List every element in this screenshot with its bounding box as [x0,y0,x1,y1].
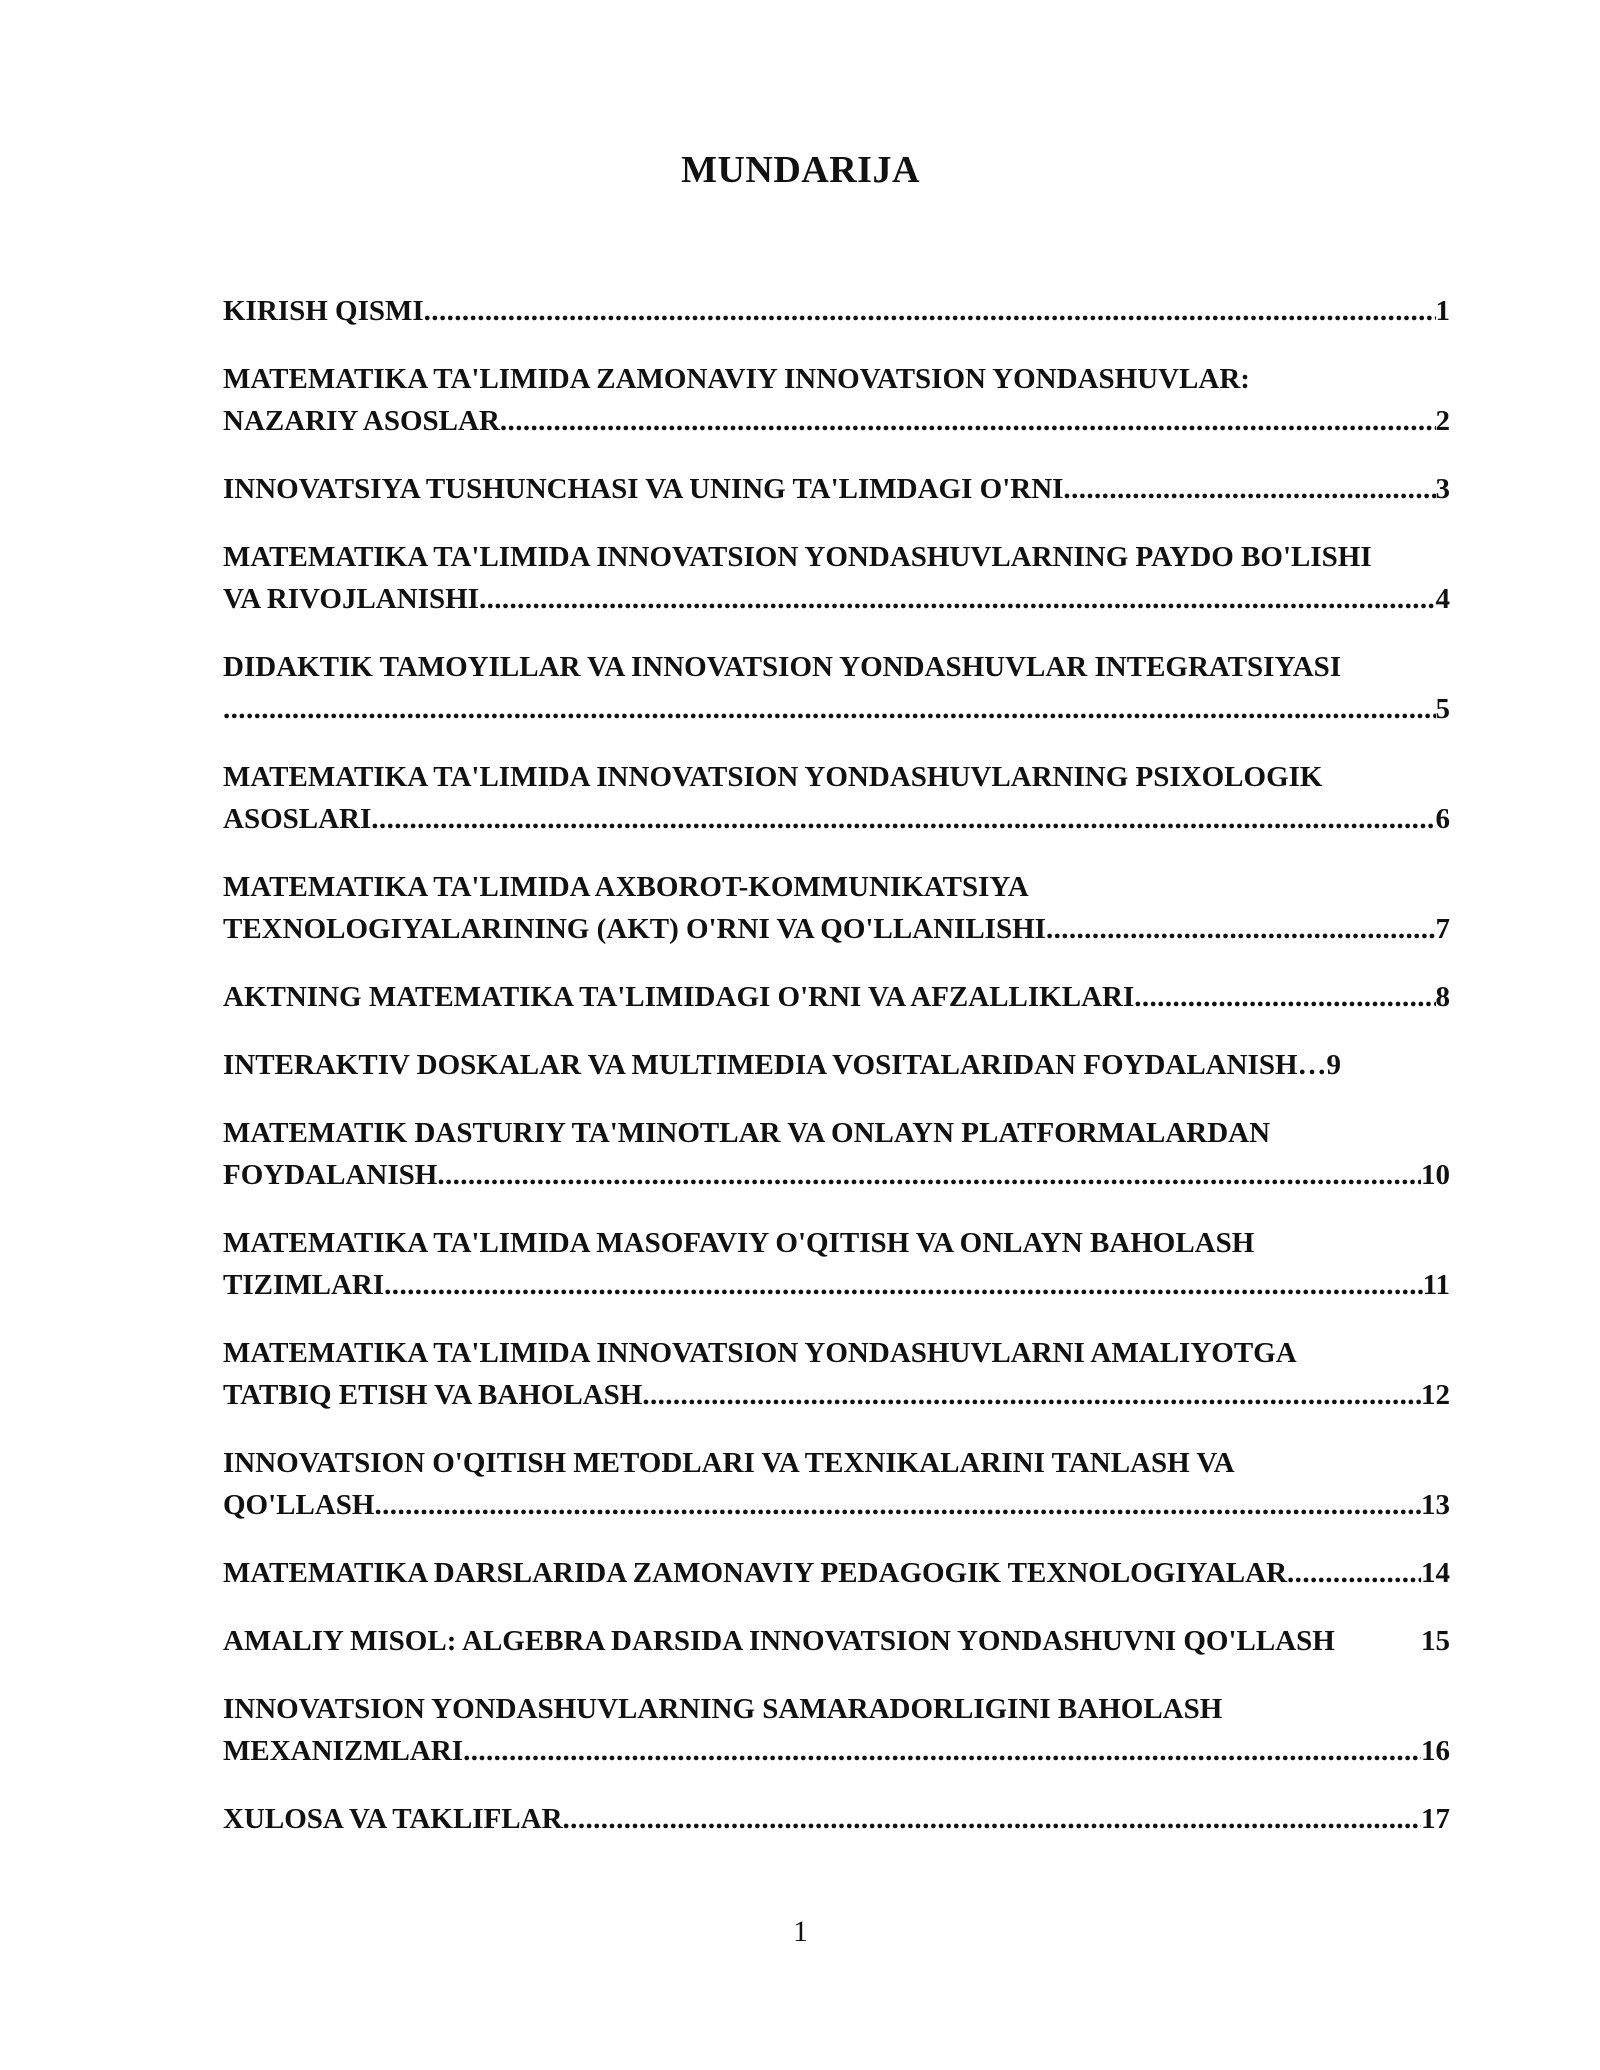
dot-leader [479,578,1436,620]
dot-leader [563,1798,1421,1840]
toc-entry-title: FOYDALANISH [223,1159,438,1191]
toc-entry-title-line: MATEMATIK DASTURIY TA'MINOTLAR VA ONLAYN PLATFORMALARDAN [223,1117,1271,1149]
toc-entry-title: AKTNING MATEMATIKA TA'LIMIDAGI O'RNI VA AFZALLIKLARI [223,981,1135,1013]
toc-entry-title: NAZARIY ASOSLAR [223,405,500,437]
toc-entry-title-line: INNOVATSION O'QITISH METODLARI VA TEXNIKALARINI TANLASH VA [223,1447,1235,1479]
dot-leader [424,290,1436,332]
toc-entry-title-line: MATEMATIKA TA'LIMIDA INNOVATSION YONDASHUVLARNING PSIXOLOGIK [223,761,1323,793]
toc-entry-title: ASOSLARI [223,803,372,835]
dot-leader [642,1374,1421,1416]
toc-entry-page: 15 [1421,1625,1450,1657]
toc-entry[interactable] [223,358,1453,442]
toc-entry[interactable] [223,866,1453,950]
toc-entry-title: TIZIMLARI [223,1269,385,1301]
dot-leader [1134,976,1435,1018]
toc-entry[interactable] [223,1552,1453,1594]
toc-entry-title: TATBIQ ETISH VA BAHOLASH [223,1379,643,1411]
toc-entry-title-line: MATEMATIKA TA'LIMIDA INNOVATSION YONDASHUVLARNING PAYDO BO'LISHI [223,541,1372,573]
page-number: 1 [793,1915,808,1948]
toc-entry-page: 14 [1421,1557,1450,1589]
toc-entry[interactable] [223,468,1453,510]
toc-entry-title: MATEMATIKA DARSLARIDA ZAMONAVIY PEDAGOGIK TEXNOLOGIYALAR [223,1557,1288,1589]
dot-leader [500,400,1436,442]
toc-entry-title: QO'LLASH [223,1489,375,1521]
toc-entry[interactable] [223,1442,1453,1526]
toc-entry[interactable] [223,756,1453,840]
dot-leader [375,1484,1422,1526]
toc-entry[interactable] [223,1798,1453,1840]
toc-entry-page: 5 [1435,693,1450,725]
toc-entry[interactable] [223,1222,1453,1306]
toc-entry-page: 7 [1435,913,1450,945]
toc-entry[interactable] [223,1332,1453,1416]
toc-entry-page: 16 [1421,1735,1450,1767]
dot-leader [384,1264,1422,1306]
toc-entry-title: AMALIY MISOL: ALGEBRA DARSIDA INNOVATSION YONDASHUVNI QO'LLASH [223,1625,1335,1657]
toc-entry-title-line: MATEMATIKA TA'LIMIDA ZAMONAVIY INNOVATSION YONDASHUVLAR: [223,363,1250,395]
toc-entry-title-line: INNOVATSION YONDASHUVLARNING SAMARADORLIGINI BAHOLASH [223,1693,1223,1725]
dot-leader [1298,1044,1327,1086]
toc-entry[interactable] [223,1112,1453,1196]
toc-entry-page: 9 [1326,1049,1342,1081]
toc-entry[interactable] [223,1044,1453,1086]
dot-leader [463,1730,1421,1772]
toc-entry-title-line: MATEMATIKA TA'LIMIDA MASOFAVIY O'QITISH VA ONLAYN BAHOLASH [223,1227,1255,1259]
toc-entry-title: VA RIVOJLANISHI [223,583,479,615]
toc-entry-page: 4 [1435,583,1450,615]
toc-entry-page: 1 [1435,295,1450,327]
toc-entry-page: 3 [1435,473,1450,505]
toc-entry-title-line: MATEMATIKA TA'LIMIDA AXBOROT-KOMMUNIKATSIYA [223,871,1029,903]
toc-entry-title: TEXNOLOGIYALARINING (AKT) O'RNI VA QO'LLANILISHI [223,913,1046,945]
toc-entry-page: 17 [1421,1803,1450,1835]
dot-leader [371,798,1435,840]
toc-entry[interactable] [223,290,1453,332]
table-of-contents [223,290,1453,1866]
toc-entry-page: 13 [1421,1489,1450,1521]
toc-entry-title: INNOVATSIYA TUSHUNCHASI VA UNING TA'LIMDAGI O'RNI [223,473,1064,505]
toc-entry-title-line: DIDAKTIK TAMOYILLAR VA INNOVATSION YONDASHUVLAR INTEGRATSIYASI [223,651,1342,683]
toc-entry-page: 11 [1422,1269,1450,1301]
dot-leader [1063,468,1435,510]
page-title: MUNDARIJA [681,149,920,191]
toc-entry-title-line: MATEMATIKA TA'LIMIDA INNOVATSION YONDASHUVLARNI AMALIYOTGA [223,1337,1297,1369]
toc-entry[interactable] [223,1688,1453,1772]
toc-entry-page: 6 [1435,803,1450,835]
toc-entry-page: 10 [1421,1159,1450,1191]
dot-leader [1046,908,1436,950]
toc-entry[interactable] [223,1620,1453,1662]
dot-leader [437,1154,1421,1196]
toc-entry-title: XULOSA VA TAKLIFLAR [223,1803,563,1835]
toc-entry-page: 8 [1435,981,1450,1013]
dot-leader [1287,1552,1421,1594]
toc-entry-page: 12 [1421,1379,1450,1411]
toc-entry[interactable] [223,646,1453,730]
toc-entry-title: MEXANIZMLARI [223,1735,464,1767]
toc-entry[interactable] [223,536,1453,620]
toc-entry-page: 2 [1435,405,1450,437]
dot-leader [223,688,1436,730]
toc-entry-title: INTERAKTIV DOSKALAR VA MULTIMEDIA VOSITALARIDAN FOYDALANISH [223,1049,1298,1081]
toc-entry[interactable] [223,976,1453,1018]
toc-entry-title: KIRISH QISMI [223,295,424,327]
